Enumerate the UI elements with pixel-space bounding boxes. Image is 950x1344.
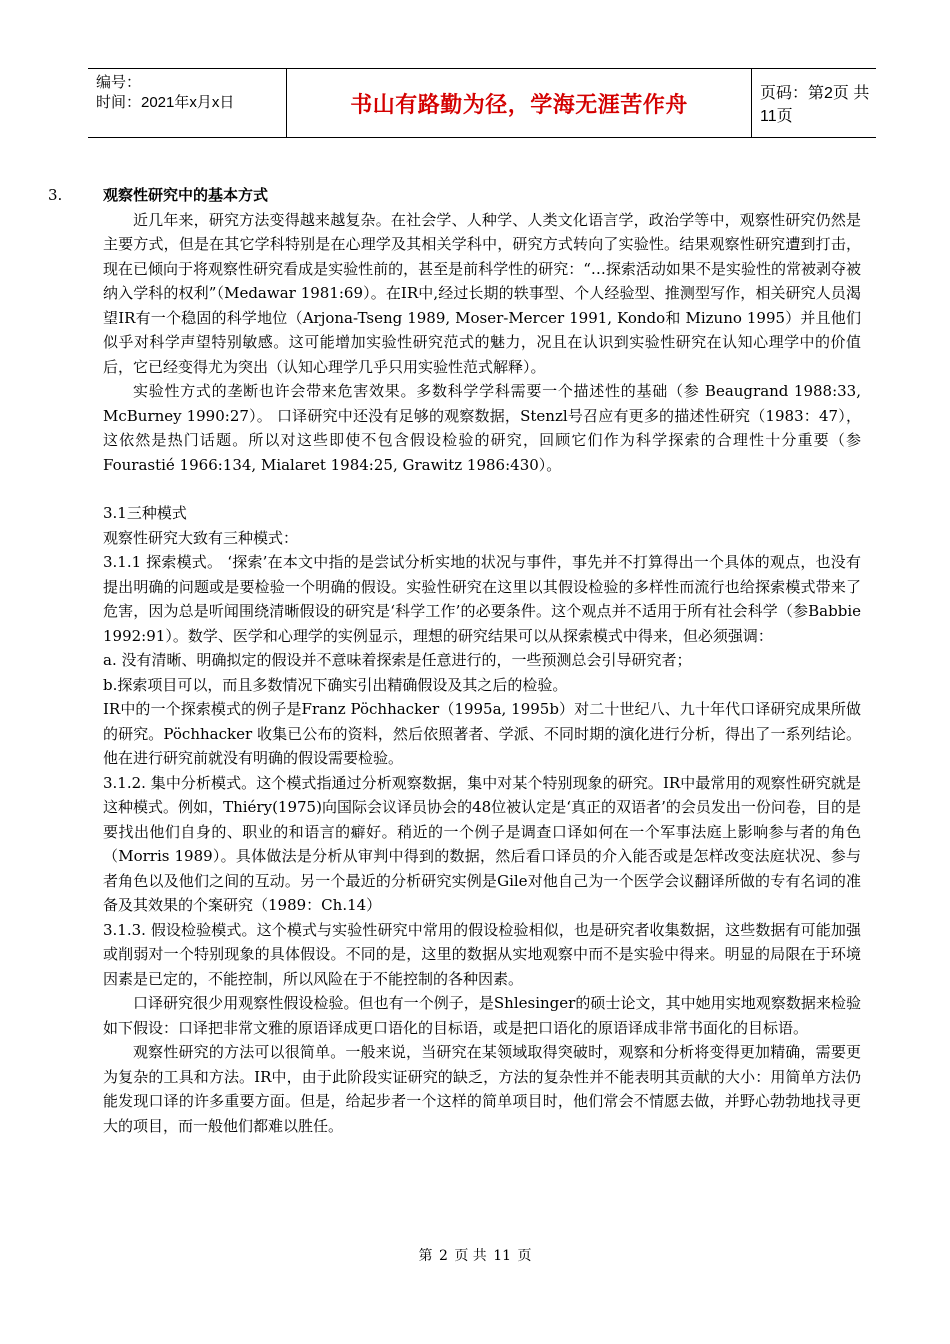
subsection-heading: 3.1三种模式 bbox=[103, 504, 187, 522]
page-header bbox=[88, 68, 876, 138]
paragraph: 3.1.2. 集中分析模式。这个模式指通过分析观察数据，集中对某个特别现象的研究。IR中最常用的观察性研究就是这种模式。例如，Thiéry(1975)向国际会议译员协会的48位被认定是‘真正的双语者’的会员发出一份问卷，目的是要找出他们自身的、职业的和语言的癖好。稍近的一个例子是调查口译如何在一个军事法庭上影响参与者的角色（Morris 1989）。具体做法是分析从审判中得到的数据，然后看口译员的介入能否或是怎样改变法庭状况、参与者角色以及他们之间的互动。另一个最近的分析研究实例是Gile对他自己为一个医学会议翻译所做的专有名词的准备及其效果的个案研究（1989：Ch.14） bbox=[103, 773, 861, 914]
footer-suffix: 页 bbox=[517, 1248, 532, 1264]
footer-total-pages: 11 bbox=[493, 1248, 512, 1264]
header-motto: 书山有路勤为径，学海无涯苦作舟 bbox=[286, 69, 752, 137]
page-footer bbox=[0, 1245, 950, 1265]
paragraph: 观察性研究大致有三种模式： bbox=[103, 528, 299, 547]
paragraph: a. 没有清晰、明确拟定的假设并不意味着探索是任意进行的，一些预测总会引导研究者； bbox=[103, 651, 692, 669]
time-label: 时间：2021年x月x日 bbox=[96, 94, 235, 111]
paragraph: 实验性方式的垄断也许会带来危害效果。多数科学学科需要一个描述性的基础（参 Beaugrand 1988:33, McBurney 1990:27）。 口译研究中还没有足够的观察数据，Stenzl号召应有更多的描述性研究（1983：47），这依然是热门话题。所以对这些即使不包含假设检验的研究，回顾它们作为科学探索的合理性十分重要（参 Fourastié 1966:134, Mialaret 1984:25, Grawitz 1986:430）。 bbox=[103, 382, 861, 474]
footer-middle: 页 共 bbox=[454, 1248, 487, 1264]
paragraph: 近几年来，研究方法变得越来越复杂。在社会学、人种学、人类文化语言学，政治学等中，观察性研究仍然是主要方式，但是在其它学科特别是在心理学及其相关学科中，研究方式转向了实验性。结果观察性研究遭到打击，现在已倾向于将观察性研究看成是实验性前的，甚至是前科学性的研究：“…探索活动如果不是实验性的常被剥夺被纳入学科的权利”（Medawar 1981:69）。在IR中,经过长期的轶事型、个人经验型、推测型写作，相关研究人员渴望IR有一个稳固的科学地位（Arjona-Tseng 1989, Moser-Mercer 1991, Kondo和 Mizuno 1995）并且他们似乎对科学声望特别敏感。这可能增加实验性研究范式的魅力，况且在认识到实验性研究在认知心理学中的价值后，它已经变得尤为突出（认知心理学几乎只用实验性范式解释）。 bbox=[103, 210, 861, 376]
footer-page-number: 2 bbox=[438, 1248, 448, 1264]
paragraph: 口译研究很少用观察性假设检验。但也有一个例子，是Shlesinger的硕士论文，其中她用实地观察数据来检验如下假设：口译把非常文雅的原语译成更口语化的目标语，或是把口语化的原语译成非常书面化的目标语。 bbox=[103, 994, 861, 1037]
paragraph: 3.1.3. 假设检验模式。这个模式与实验性研究中常用的假设检验相似，也是研究者收集数据，这些数据有可能加强或削弱对一个特别现象的具体假设。不同的是，这里的数据从实地观察中而不是实验中得来。明显的局限在于环境因素是已定的，不能控制，所以风险在于不能控制的各种因素。 bbox=[103, 920, 861, 988]
header-left-cell bbox=[88, 69, 286, 137]
section-number: 3. bbox=[48, 186, 63, 204]
paragraph: 3.1.1 探索模式。 ‘探索’在本文中指的是尝试分析实地的状况与事件，事先并不打算得出一个具体的观点，也没有提出明确的问题或是要检验一个明确的假设。实验性研究在这里以其假设检验的多样性而流行也给探索模式带来了危害，因为总是听闻围绕清晰假设的研究是‘科学工作’的必要条件。这个观点并不适用于所有社会科学（参Babbie 1992:91）。数学、医学和心理学的实例显示，理想的研究结果可以从探索模式中得来，但必须强调： bbox=[103, 553, 861, 645]
paragraph: 观察性研究的方法可以很简单。一般来说，当研究在某领域取得突破时，观察和分析将变得更加精确，需要更为复杂的工具和方法。IR中，由于此阶段实证研究的缺乏，方法的复杂性并不能表明其贡献的大小：用简单方法仍能发现口译的许多重要方面。但是，给起步者一个这样的简单项目时，他们常会不情愿去做，并野心勃勃地找寻更大的项目，而一般他们都难以胜任。 bbox=[103, 1043, 861, 1135]
header-page-info: 页码：第2页 共11页 bbox=[760, 85, 870, 125]
paragraph: b.探索项目可以，而且多数情况下确实引出精确假设及其之后的检验。 bbox=[103, 675, 568, 694]
section-title: 观察性研究中的基本方式 bbox=[103, 186, 269, 204]
paragraph: IR中的一个探索模式的例子是Franz Pöchhacker（1995a, 1995b）对二十世纪八、九十年代口译研究成果所做的研究。Pöchhacker 收集已公布的资料，然后依照著者、学派、不同时期的演化进行分析，得出了一系列结论。他在进行研究前就没有明确的假设需要检验。 bbox=[103, 700, 861, 767]
spacer bbox=[103, 477, 861, 501]
footer-prefix: 第 bbox=[418, 1248, 433, 1264]
number-label: 编号： bbox=[96, 74, 142, 91]
document-body bbox=[103, 183, 861, 1138]
